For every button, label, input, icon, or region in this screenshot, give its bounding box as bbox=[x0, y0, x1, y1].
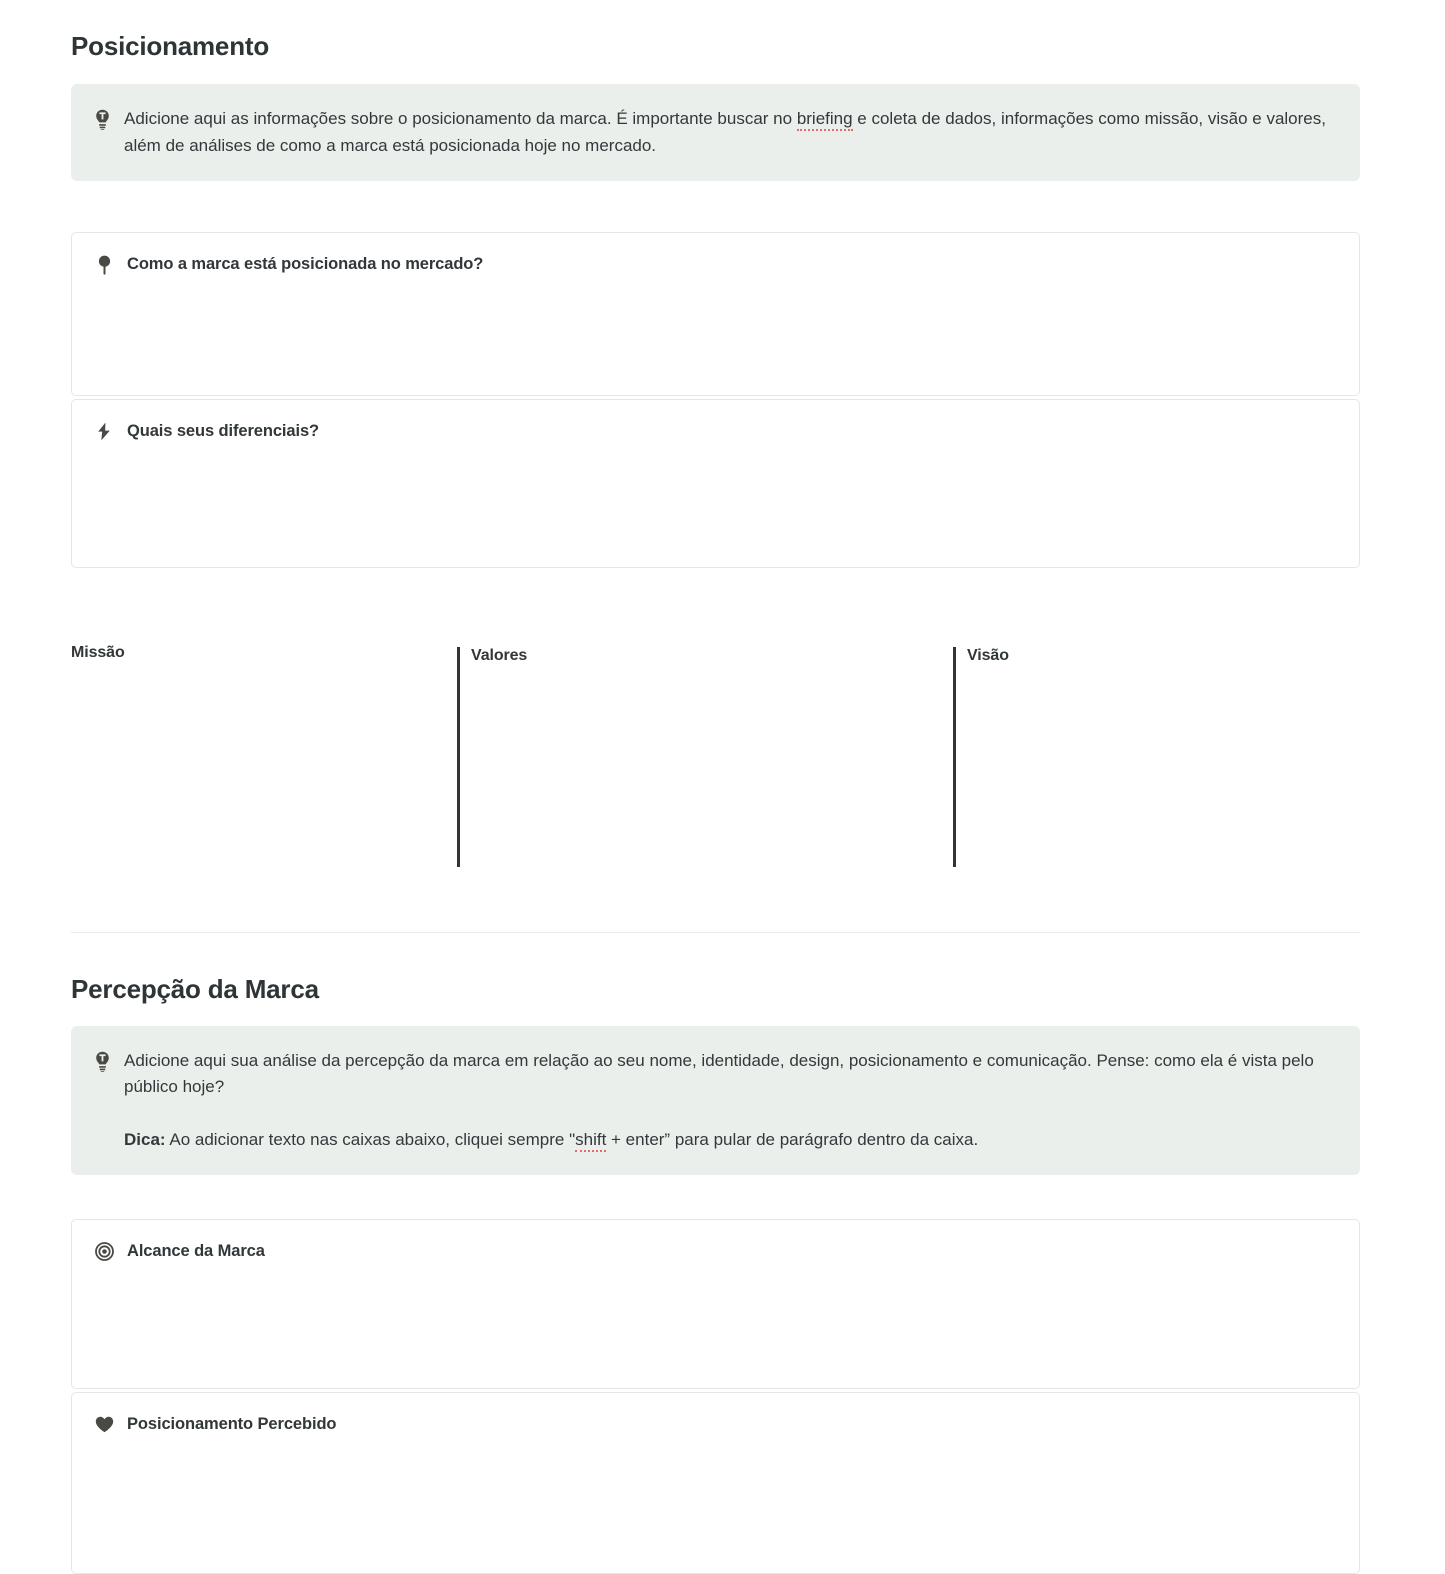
callout-percepcao bbox=[71, 1026, 1360, 1175]
toggle-box-alcance-da-marca[interactable] bbox=[71, 1219, 1360, 1389]
toggle-box-header[interactable] bbox=[94, 422, 1335, 441]
column-body[interactable] bbox=[967, 665, 1360, 873]
page-title: Posicionamento bbox=[71, 31, 270, 61]
page-content bbox=[71, 0, 1360, 1574]
callout-paragraph bbox=[124, 106, 1336, 159]
lightbulb-icon bbox=[92, 1048, 112, 1072]
callout-text-part: Adicione aqui sua análise da percepção da marca em relação ao seu nome, identidade, design, posicionamento e comunicação. Pense: como ela é vista pelo público hoje? bbox=[124, 1051, 1314, 1097]
column-label: Missão bbox=[71, 643, 125, 661]
column-valores bbox=[471, 631, 941, 873]
toggle-box-header[interactable] bbox=[94, 1415, 1335, 1434]
toggle-box-posicionamento-percebido[interactable] bbox=[71, 1392, 1360, 1574]
toggle-box-como-a-marca-esta-posicionada[interactable] bbox=[71, 232, 1360, 396]
toggle-box-header[interactable] bbox=[94, 1242, 1335, 1261]
map-pin-icon bbox=[94, 255, 114, 275]
callout-posicionamento-text bbox=[124, 106, 1336, 159]
three-column-layout bbox=[71, 631, 1360, 873]
toggle-box-title: Posicionamento Percebido bbox=[127, 1415, 337, 1434]
callout-text-part: e coleta de dados, informações como missão, visão e valores, além de análises de como a marca está posicionada hoje no mercado. bbox=[124, 109, 1326, 155]
lightbulb-icon bbox=[92, 106, 112, 130]
tip-label: Dica: bbox=[124, 1129, 166, 1149]
toggle-box-title: Alcance da Marca bbox=[127, 1242, 265, 1261]
column-divider-2 bbox=[941, 631, 967, 873]
callout-text-part: + enter” para pular de parágrafo dentro da caixa. bbox=[606, 1129, 979, 1149]
heart-icon bbox=[94, 1416, 114, 1433]
spellcheck-word: briefing bbox=[797, 109, 853, 131]
toggle-box-header[interactable] bbox=[94, 255, 1335, 275]
column-body[interactable] bbox=[71, 662, 445, 873]
callout-text-part: Adicione aqui as informações sobre o posicionamento da marca. É importante buscar no bbox=[124, 109, 797, 129]
callout-paragraph bbox=[124, 1048, 1336, 1101]
callout-text-part: Ao adicionar texto nas caixas abaixo, cliquei sempre " bbox=[165, 1129, 576, 1149]
column-missao bbox=[71, 631, 445, 873]
toggle-box-title: Quais seus diferenciais? bbox=[127, 421, 320, 440]
column-label: Valores bbox=[471, 646, 528, 664]
column-visao bbox=[967, 631, 1360, 873]
spellcheck-word: shift bbox=[575, 1130, 606, 1152]
lightning-bolt-icon bbox=[94, 422, 114, 441]
callout-paragraph-tip bbox=[124, 1127, 1336, 1153]
column-body[interactable] bbox=[471, 665, 941, 873]
callout-percepcao-text bbox=[124, 1048, 1336, 1153]
section-title-percepcao: Percepção da Marca bbox=[71, 973, 319, 1004]
target-icon bbox=[94, 1242, 114, 1261]
toggle-box-title: Como a marca está posicionada no mercado? bbox=[127, 255, 484, 274]
column-label: Visão bbox=[967, 646, 1009, 664]
toggle-box-quais-seus-diferenciais[interactable] bbox=[71, 399, 1360, 568]
callout-posicionamento bbox=[71, 84, 1360, 181]
section-divider bbox=[71, 932, 1360, 933]
column-divider-1 bbox=[445, 631, 471, 873]
